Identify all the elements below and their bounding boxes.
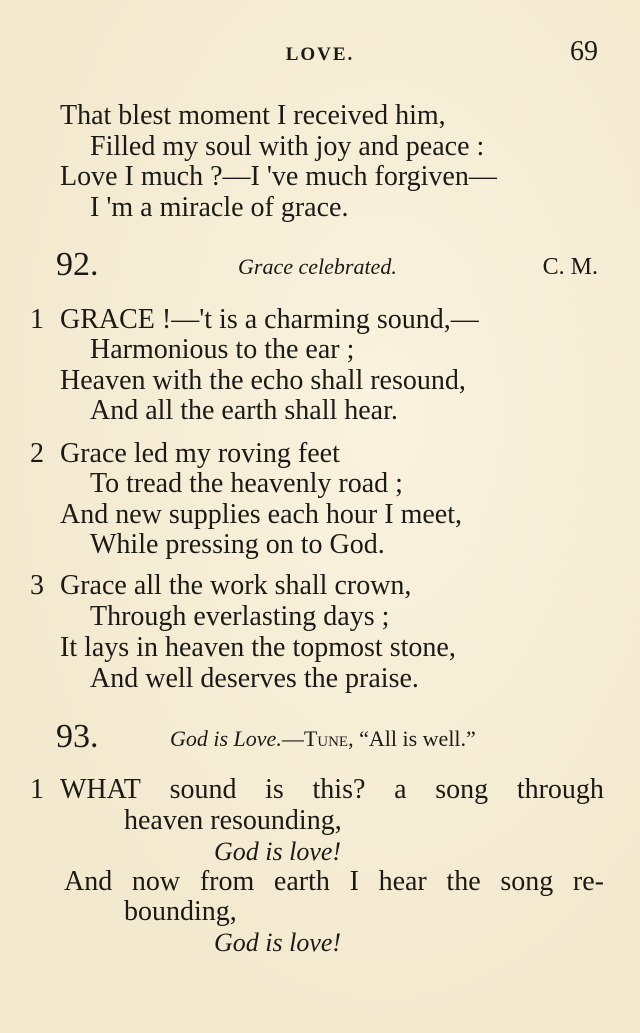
verse-line: heaven resounding,: [124, 805, 342, 836]
verse-line: I 'm a miracle of grace.: [90, 192, 349, 223]
hymn-title: Grace celebrated.: [238, 254, 397, 279]
verse-line: Through everlasting days ;: [90, 601, 390, 632]
hymn-number: 92.: [56, 246, 99, 283]
verse-word: And: [64, 866, 113, 897]
stanza-number: 1: [30, 774, 44, 805]
verse-word: is: [265, 774, 284, 805]
verse-word: sound: [169, 774, 237, 805]
hymn-meter: C. M.: [542, 254, 598, 280]
page-number: 69: [570, 36, 598, 67]
verse-line: Heaven with the echo shall resound,: [60, 365, 466, 396]
verse-word: through: [516, 774, 604, 805]
refrain-line: God is love!: [214, 837, 342, 866]
verse-line: Grace led my roving feet: [60, 438, 340, 469]
refrain-line: God is love!: [214, 928, 342, 957]
verse-line: And new supplies each hour I meet,: [60, 499, 462, 530]
verse-line: And well deserves the praise.: [90, 663, 419, 694]
running-head: [0, 36, 640, 74]
running-title: LOVE.: [285, 44, 355, 65]
verse-line: To tread the heavenly road ;: [90, 468, 403, 499]
tune-dash: —: [281, 726, 304, 751]
hymn-heading: [0, 247, 640, 287]
hymn-title-group: [170, 721, 476, 757]
verse-word: from: [199, 866, 255, 897]
verse-line: That blest moment I received him,: [60, 100, 446, 131]
verse-line: Filled my soul with joy and peace :: [90, 131, 485, 162]
hymn-number: 93.: [56, 718, 99, 755]
verse-line: GRACE !—'t is a charming sound,—: [60, 304, 479, 335]
verse-line: Harmonious to the ear ;: [90, 334, 355, 365]
verse-word: this?: [312, 774, 366, 805]
verse-word: now: [131, 866, 181, 897]
tune-name: “All is well.”: [359, 726, 476, 751]
verse-word: earth: [273, 866, 330, 897]
verse-line: While pressing on to God.: [90, 529, 385, 560]
tune-label: Tune,: [303, 726, 354, 751]
stanza-number: 3: [30, 570, 44, 601]
verse-line-justified: [64, 867, 604, 897]
verse-word: song: [500, 866, 554, 897]
verse-word: I: [349, 866, 359, 897]
stanza-number: 2: [30, 438, 44, 469]
stanza-number: 1: [30, 304, 44, 335]
verse-word: a: [394, 774, 407, 805]
hymn-heading: [0, 719, 640, 759]
verse-line-justified: [60, 775, 604, 805]
verse-word: WHAT: [60, 774, 141, 805]
hymn-title: God is Love.: [170, 726, 282, 751]
verse-word: the: [446, 866, 481, 897]
verse-line: Love I much ?—I 've much forgiven—: [60, 161, 497, 192]
verse-line: And all the earth shall hear.: [90, 395, 398, 426]
verse-word: song: [435, 774, 489, 805]
verse-line: bounding,: [124, 896, 237, 927]
verse-line: It lays in heaven the topmost stone,: [60, 632, 456, 663]
verse-line: Grace all the work shall crown,: [60, 570, 412, 601]
verse-word: re-: [572, 866, 604, 897]
verse-word: hear: [378, 866, 427, 897]
